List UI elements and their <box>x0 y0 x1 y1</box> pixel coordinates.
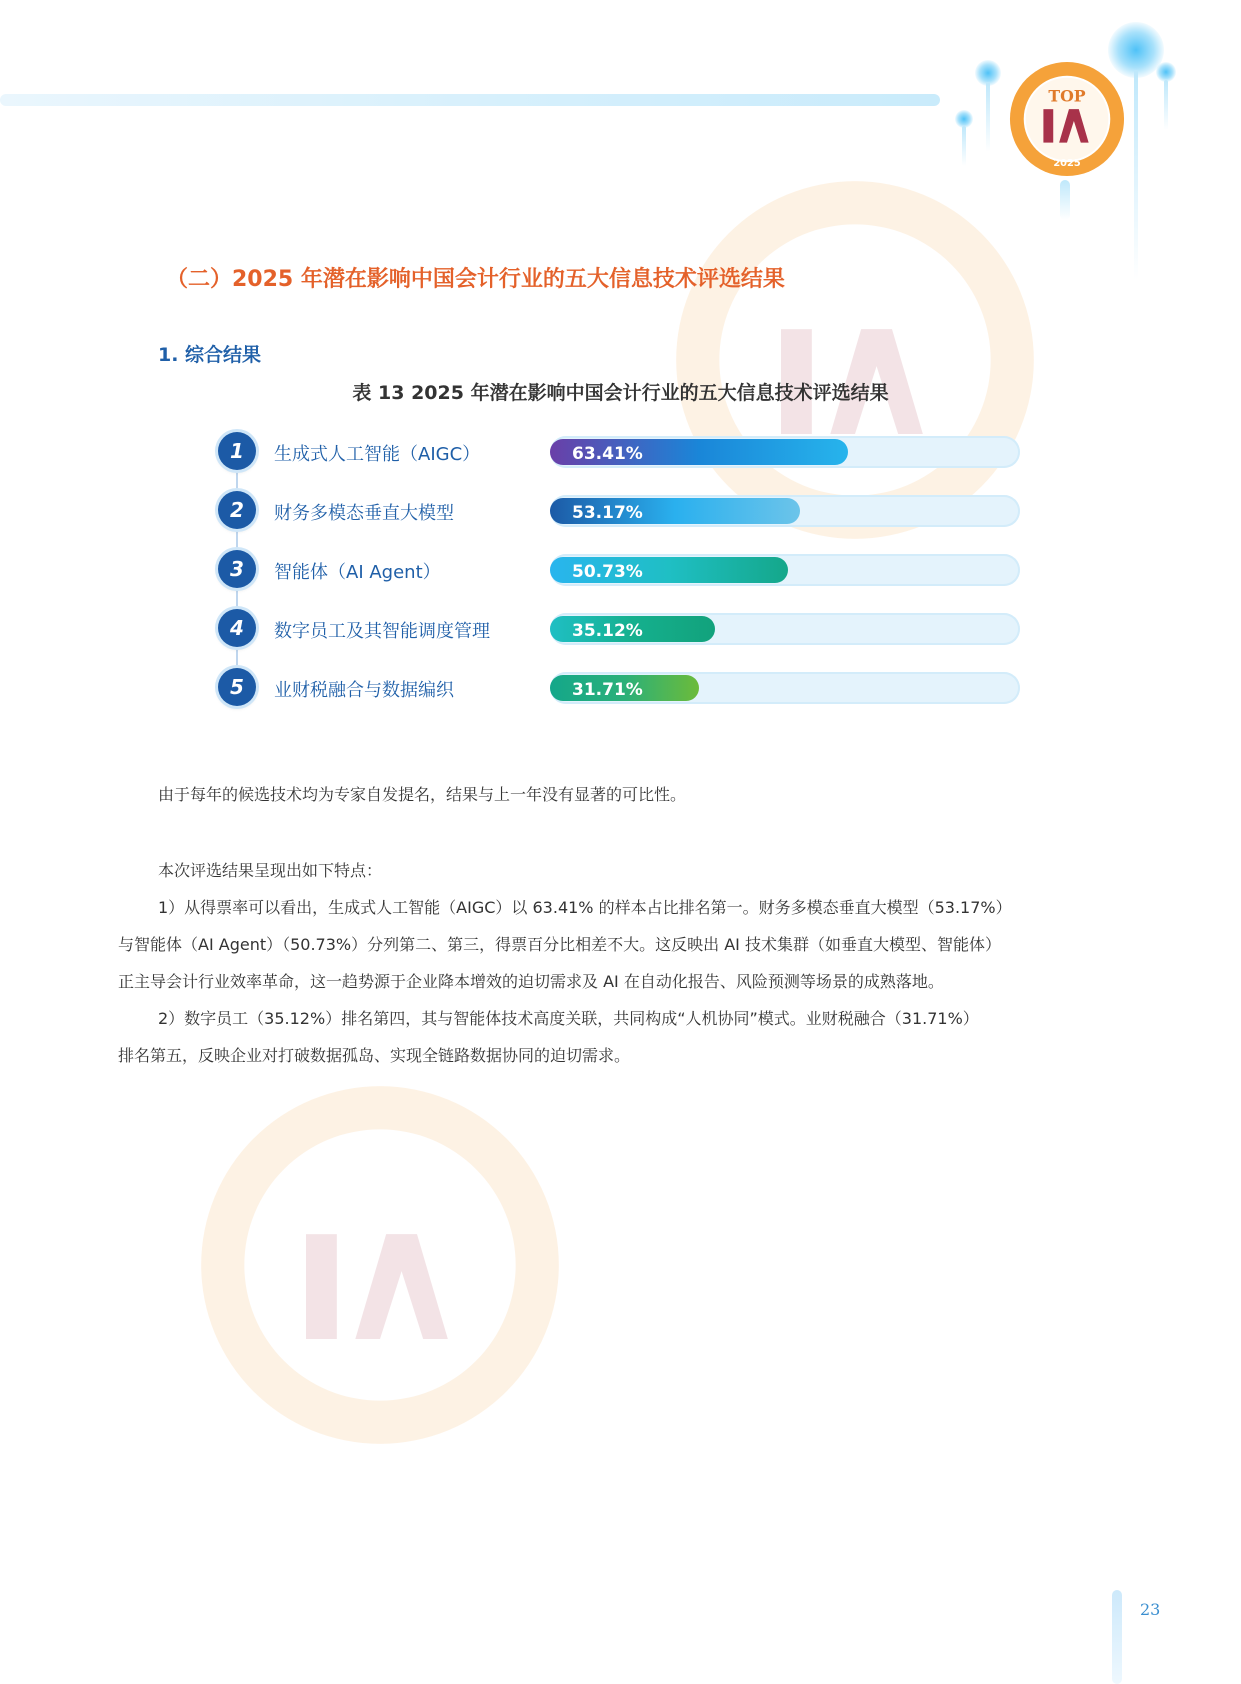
category-label: 业财税融合与数据编织 <box>274 680 454 701</box>
chart-row <box>210 666 1030 710</box>
rank-badge <box>218 491 256 529</box>
glow-stem <box>986 82 990 152</box>
page-number-decor <box>1112 1590 1122 1684</box>
rank-badge <box>218 668 256 706</box>
paragraph-feature-1-line-2: 与智能体（AI Agent）（50.73%）分列第二、第三，得票百分比相差不大。这反映出 AI 技术集群（如垂直大模型、智能体） <box>118 935 1001 954</box>
svg-text:TOP: TOP <box>1048 86 1086 106</box>
rank-number: 3 <box>230 557 244 581</box>
table-caption: 表 13 2025 年潜在影响中国会计行业的五大信息技术评选结果 <box>352 382 889 404</box>
section-title: （二）2025 年潜在影响中国会计行业的五大信息技术评选结果 <box>166 267 785 292</box>
bar <box>550 498 800 524</box>
bar-track <box>550 495 1020 527</box>
rank-badge <box>218 609 256 647</box>
rank-number: 5 <box>230 675 244 699</box>
sub-title: 1. 综合结果 <box>158 344 262 366</box>
bar-track <box>550 436 1020 468</box>
chart-row <box>210 430 1030 474</box>
category-label: 数字员工及其智能调度管理 <box>274 621 490 642</box>
bar-value-label: 50.73% <box>572 562 643 582</box>
chart-row <box>210 548 1030 592</box>
bar <box>550 675 699 701</box>
bar-value-label: 53.17% <box>572 503 643 523</box>
header-decor-line <box>0 94 940 106</box>
rank-badge <box>218 432 256 470</box>
ranking-bar-chart <box>210 430 1030 720</box>
svg-text:2025: 2025 <box>1053 158 1081 170</box>
bar <box>550 616 715 642</box>
bar <box>550 439 848 465</box>
chart-row <box>210 607 1030 651</box>
paragraph-feature-1-line-3: 正主导会计行业效率革命，这一趋势源于企业降本增效的迫切需求及 AI 在自动化报告、风险预测等场景的成熟落地。 <box>118 972 944 991</box>
watermark-logo <box>195 1080 565 1450</box>
glow-stem <box>1134 70 1138 280</box>
bar-track <box>550 613 1020 645</box>
category-label: 财务多模态垂直大模型 <box>274 503 454 524</box>
bar-value-label: 63.41% <box>572 444 643 464</box>
chart-row <box>210 489 1030 533</box>
rank-number: 2 <box>230 498 244 522</box>
rank-badge <box>218 550 256 588</box>
top-ia-badge-logo <box>1008 60 1126 178</box>
rank-number: 4 <box>230 616 244 640</box>
category-label: 智能体（AI Agent） <box>274 562 441 583</box>
paragraph-feature-1-line-1: 1）从得票率可以看出，生成式人工智能（AIGC）以 63.41% 的样本占比排名第一。财务多模态垂直大模型（53.17%） <box>158 898 1012 917</box>
bar-value-label: 35.12% <box>572 621 643 641</box>
rank-number: 1 <box>230 439 244 463</box>
glow-dot <box>1156 62 1176 82</box>
bar-track <box>550 554 1020 586</box>
category-label: 生成式人工智能（AIGC） <box>274 444 481 465</box>
paragraph-feature-2-line-1: 2）数字员工（35.12%）排名第四，其与智能体技术高度关联，共同构成“人机协同”模式。业财税融合（31.71%） <box>158 1009 979 1028</box>
paragraph-comparability: 由于每年的候选技术均为专家自发提名，结果与上一年没有显著的可比性。 <box>158 785 687 804</box>
bar <box>550 557 788 583</box>
bar-value-label: 31.71% <box>572 680 643 700</box>
paragraph-features-intro: 本次评选结果呈现出如下特点： <box>158 861 383 880</box>
bar-track <box>550 672 1020 704</box>
glow-stem <box>1164 80 1168 130</box>
glow-stem <box>962 126 966 166</box>
page-number: 23 <box>1140 1600 1161 1619</box>
glow-stem <box>1060 180 1070 220</box>
paragraph-feature-2-line-2: 排名第五，反映企业对打破数据孤岛、实现全链路数据协同的迫切需求。 <box>118 1046 631 1065</box>
